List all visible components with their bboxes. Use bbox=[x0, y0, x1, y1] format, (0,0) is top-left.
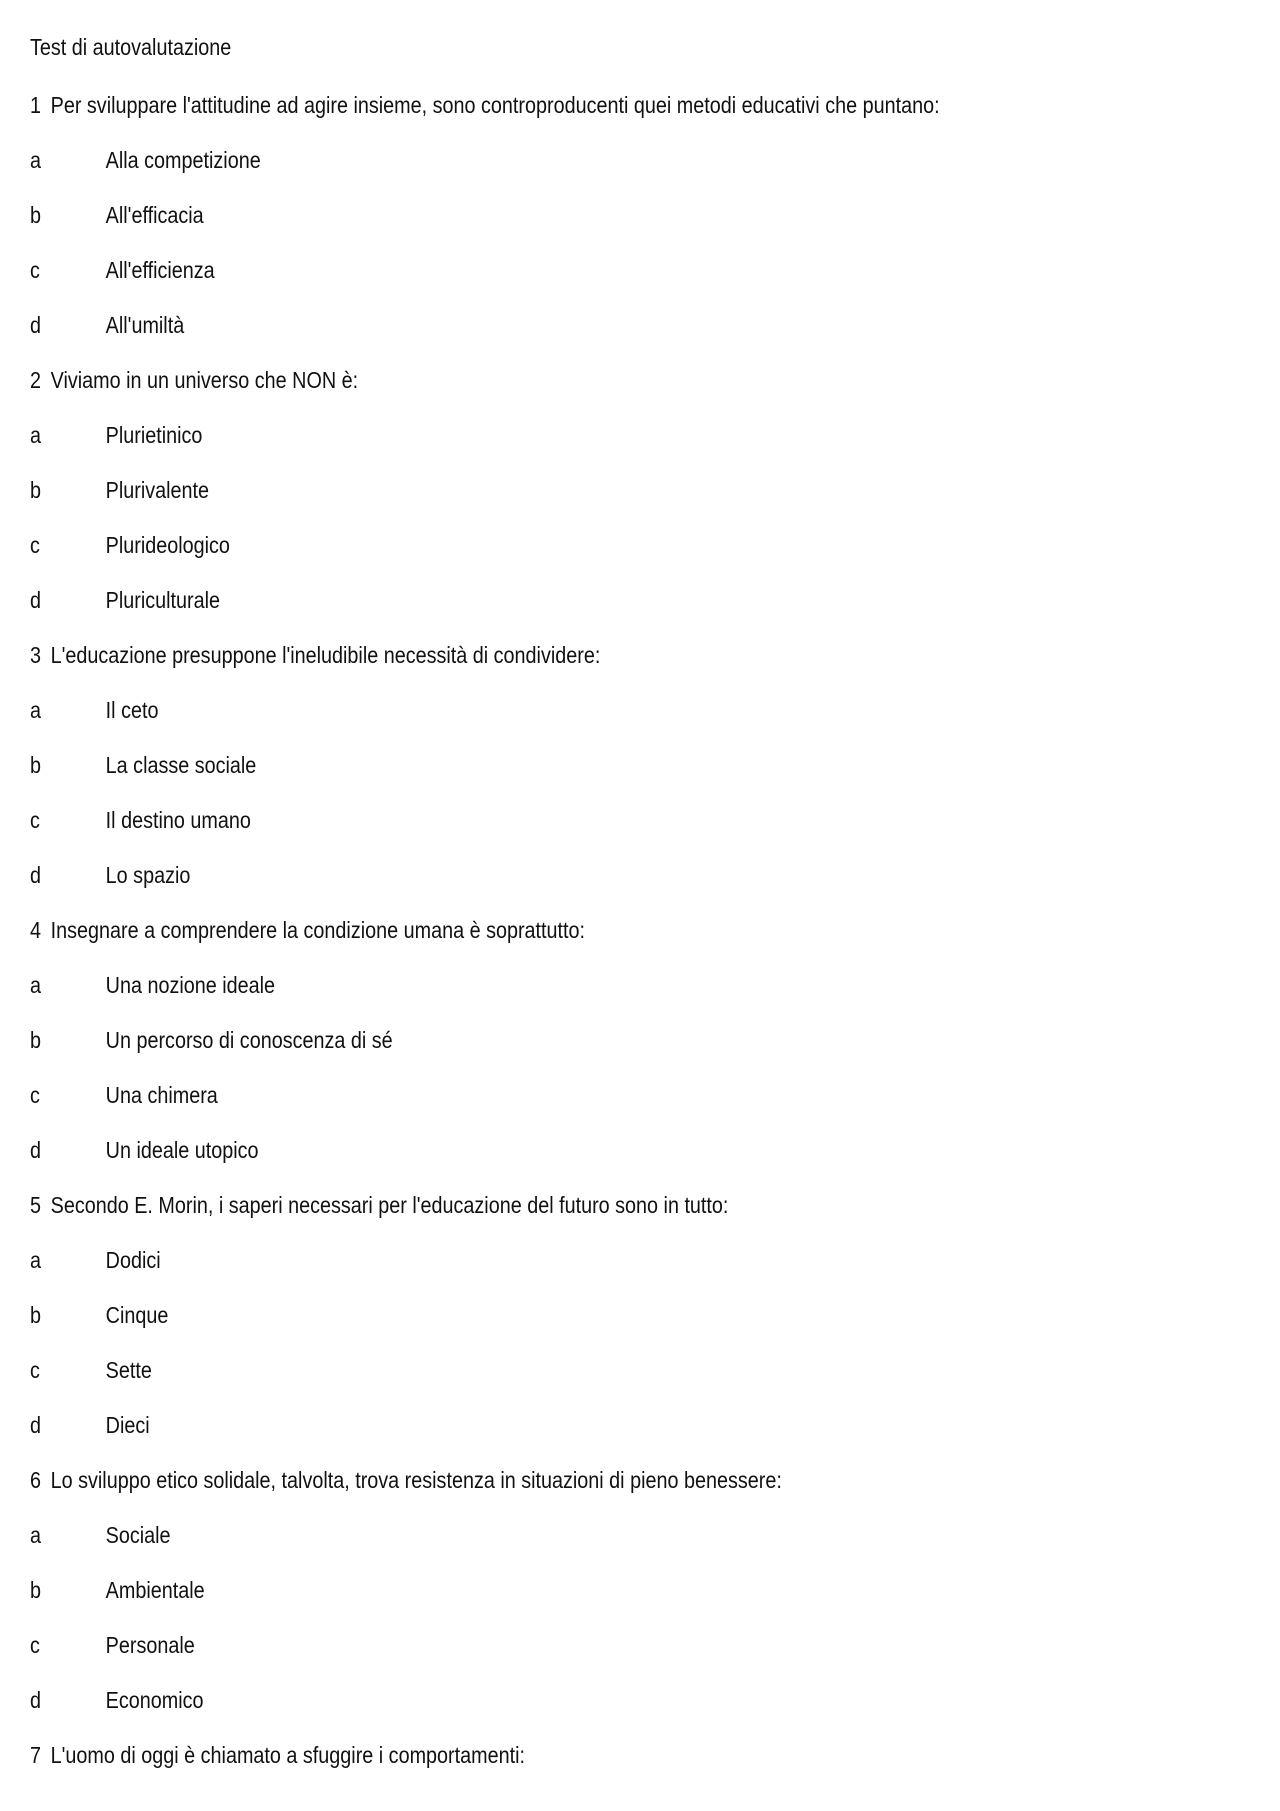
option-letter: b bbox=[30, 1577, 42, 1603]
question-4 bbox=[30, 915, 585, 945]
option-letter: d bbox=[30, 587, 42, 613]
question-text: Per sviluppare l'attitudine ad agire insieme, sono controproducenti quei metodi educativi che puntano: bbox=[50, 92, 940, 118]
option-letter: b bbox=[30, 752, 42, 778]
option-text: Pluriculturale bbox=[105, 587, 221, 613]
question-7 bbox=[30, 1740, 525, 1770]
question-text: Insegnare a comprendere la condizione umana è soprattutto: bbox=[50, 917, 586, 943]
option-text: Economico bbox=[105, 1687, 204, 1713]
option-letter: a bbox=[30, 422, 42, 448]
option-letter: b bbox=[30, 1027, 42, 1053]
question-number: 5 bbox=[30, 1192, 42, 1218]
option-text: All'efficacia bbox=[105, 202, 204, 228]
question-6 bbox=[30, 1465, 782, 1495]
question-1 bbox=[30, 90, 940, 120]
option-text: Un ideale utopico bbox=[105, 1137, 259, 1163]
option-letter: a bbox=[30, 147, 42, 173]
option-text: Dieci bbox=[105, 1412, 150, 1438]
option-text: Cinque bbox=[105, 1302, 169, 1328]
option-text: Una nozione ideale bbox=[105, 972, 276, 998]
option-letter: c bbox=[30, 1357, 40, 1383]
option-letter: d bbox=[30, 312, 42, 338]
option-letter: a bbox=[30, 697, 42, 723]
question-number: 3 bbox=[30, 642, 42, 668]
option-text: All'efficienza bbox=[105, 257, 215, 283]
option-letter: c bbox=[30, 1632, 40, 1658]
page-title: Test di autovalutazione bbox=[30, 34, 232, 60]
question-2 bbox=[30, 365, 358, 395]
option-letter: d bbox=[30, 1412, 42, 1438]
option-text: Lo spazio bbox=[105, 862, 191, 888]
option-text: Un percorso di conoscenza di sé bbox=[105, 1027, 393, 1053]
option-text: Una chimera bbox=[105, 1082, 218, 1108]
option-text: Sette bbox=[105, 1357, 152, 1383]
question-text: Lo sviluppo etico solidale, talvolta, trova resistenza in situazioni di pieno benessere: bbox=[50, 1467, 782, 1493]
option-letter: c bbox=[30, 1082, 40, 1108]
option-text: Personale bbox=[105, 1632, 195, 1658]
option-text: La classe sociale bbox=[105, 752, 257, 778]
option-letter: c bbox=[30, 807, 40, 833]
question-text: Secondo E. Morin, i saperi necessari per l'educazione del futuro sono in tutto: bbox=[50, 1192, 729, 1218]
option-text: All'umiltà bbox=[105, 312, 185, 338]
option-text: Il destino umano bbox=[105, 807, 251, 833]
question-number: 2 bbox=[30, 367, 42, 393]
question-number: 6 bbox=[30, 1467, 42, 1493]
option-text: Il ceto bbox=[105, 697, 159, 723]
option-letter: a bbox=[30, 1247, 42, 1273]
question-text: L'uomo di oggi è chiamato a sfuggire i comportamenti: bbox=[50, 1742, 525, 1768]
option-letter: d bbox=[30, 1687, 42, 1713]
question-text: Viviamo in un universo che NON è: bbox=[50, 367, 359, 393]
option-text: Ambientale bbox=[105, 1577, 205, 1603]
option-text: Plurietinico bbox=[105, 422, 203, 448]
question-number: 7 bbox=[30, 1742, 42, 1768]
option-text: Plurideologico bbox=[105, 532, 230, 558]
option-text: Sociale bbox=[105, 1522, 171, 1548]
question-text: L'educazione presuppone l'ineludibile necessità di condividere: bbox=[50, 642, 601, 668]
option-text: Dodici bbox=[105, 1247, 161, 1273]
question-5 bbox=[30, 1190, 728, 1220]
option-text: Plurivalente bbox=[105, 477, 210, 503]
option-letter: b bbox=[30, 1302, 42, 1328]
option-letter: a bbox=[30, 1522, 42, 1548]
option-letter: b bbox=[30, 477, 42, 503]
option-letter: c bbox=[30, 532, 40, 558]
option-letter: c bbox=[30, 257, 40, 283]
option-letter: d bbox=[30, 1137, 42, 1163]
option-letter: d bbox=[30, 862, 42, 888]
question-3 bbox=[30, 640, 600, 670]
question-number: 4 bbox=[30, 917, 42, 943]
option-text: Alla competizione bbox=[105, 147, 261, 173]
option-letter: a bbox=[30, 972, 42, 998]
option-letter: b bbox=[30, 202, 42, 228]
question-number: 1 bbox=[30, 92, 42, 118]
